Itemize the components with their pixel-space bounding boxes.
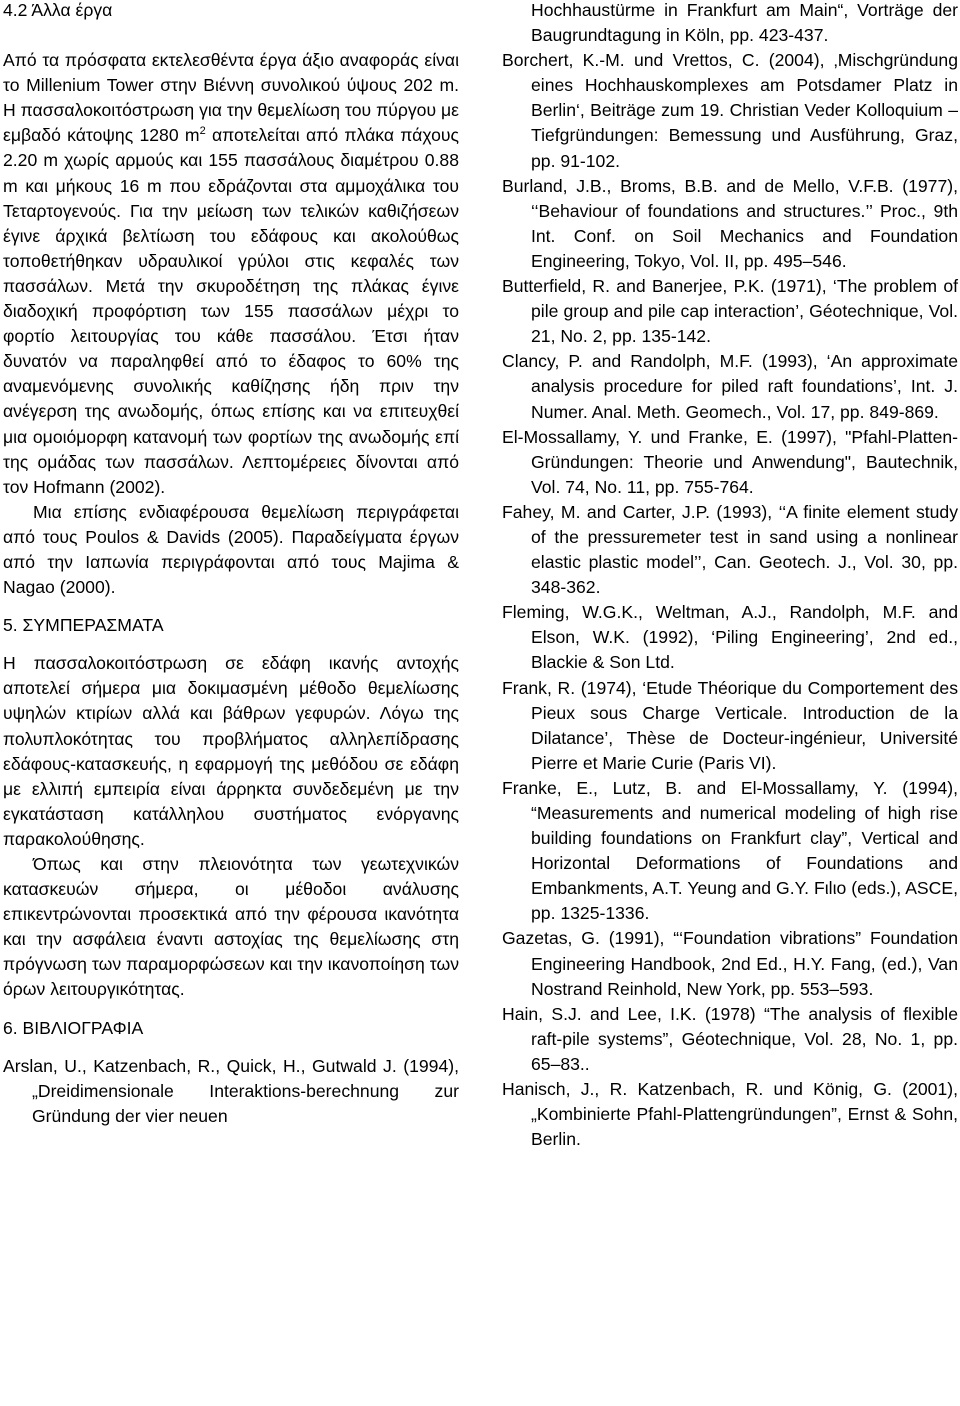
paragraph-other-examples: Μια επίσης ενδιαφέρουσα θεμελίωση περιγράφεται από τους Poulos & Davids (2005). Παραδείγματα έργων από την Ιαπωνία περιγράφονται από τους Majima & Nagao (2000). (3, 501, 459, 598)
paragraph-millenium-tower (3, 48, 459, 500)
section-heading-4-2: 4.2 Άλλα έργα (3, 0, 113, 20)
reference-burland: Burland, J.B., Broms, B.B. and de Mello, V.F.B. (1977), ‘‘Behaviour of foundations and structures.’’ Proc., 9th Int. Conf. on Soil Mechanics and Foundation Engineering, Tokyo, Vol. II, pp. 495–546. (502, 175, 958, 271)
reference-clancy: Clancy, P. and Randolph, M.F. (1993), ‘An approximate analysis procedure for piled raft foundations’, Int. J. Numer. Anal. Meth. Geomech., Vol. 17, pp. 849-869. (502, 351, 958, 422)
paragraph-millenium-tower-text: Από τα πρόσφατα εκτελεσθέντα έργα άξιο αναφοράς είναι το Millenium Tower στην Βιέννη συνολικού ύψους 202 m. Η πασσαλοκοιτόστρωση για την θεμελίωση του πύργου με εμβαδό κάτοψης 1280 m (3, 50, 459, 146)
paragraph-millenium-tower-rest: αποτελείται από πλάκα πάχους 2.20 m χωρίς αρμούς και 155 πασσάλους διαμέτρου 0.88 m και μήκους 16 m που εδράζονται στα αμμοχάλικα του Τεταρτογενούς. Για την μείωση των τελικών καθιζήσεων έγινε άρχικά βελτίωση του εδάφους και ακολούθως τοποθετήθηκαν υδραυλικοί γρύλοι στις κεφαλές των πασσάλων. Μετά την σκυροδέτηση της πλάκας έγινε διαδοχική προφόρτιση των 155 πασσάλων μέχρι το φορτίο λειτουργίας του κάθε πασσάλου. Έτσι ήταν δυνατόν να παραληφθεί από το έδαφος το 60% της αναμενόμενης συνολικής καθίζησης ήδη πριν την ανέγερση της ανωδομής, όπως επίσης και να επιτευχθεί μια ομοιόμορφη κατανομή των φορτίων της ανωδομής επί της ομάδας των πασσάλων. Λεπτομέρειες δίνονται από τον Hofmann (2002). (3, 125, 459, 497)
section-heading-conclusions: 5. ΣΥΜΠΕΡΑΣΜΑΤΑ (3, 615, 164, 636)
superscript-2: 2 (199, 125, 206, 138)
reference-borchert: Borchert, K.-M. und Vrettos, C. (2004), ‚Mischgründung eines Hochhauskomplexes am Potsdamer Platz in Berlin‘, Beiträge zum 19. Christian Veder Kolloquium – Tiefgründungen: Bemessung und Ausführung, Graz, pp. 91-102. (502, 50, 958, 171)
paragraph-conclusions-1: Η πασσαλοκοιτόστρωση σε εδάφη ικανής αντοχής αποτελεί σήμερα μια δοκιμασμένη μέθοδο θεμελίωσης υψηλών κτιρίων αλλά και βάθρων γεφυρών. Λόγω της πολυπλοκότητας του προβλήματος αλληλεπίδρασης εδάφους-κατασκευής, η εφαρμογή της μεθόδου σε εδάφη με ελλιπή εμπειρία είναι άρρηκτα συνδεδεμένη με την εγκατάσταση κατάλληλου συστήματος ενόργανης παρακολούθησης. (3, 653, 459, 849)
right-column (502, 0, 958, 1152)
reference-butterfield: Butterfield, R. and Banerjee, P.K. (1971), ‘The problem of pile group and pile cap interaction’, Géotechnique, Vol. 21, No. 2, pp. 135-142. (502, 276, 958, 347)
reference-arslan-continued: Hochhaustürme in Frankfurt am Main“, Vorträge der Baugrundtagung in Köln, pp. 423-437. (531, 0, 958, 46)
reference-hain: Hain, S.J. and Lee, I.K. (1978) “The analysis of flexible raft-pile systems”, Géotechnique, Vol. 28, No. 1, pp. 65–83.. (502, 1003, 958, 1074)
reference-arslan: Arslan, U., Katzenbach, R., Quick, H., Gutwald J. (1994), „Dreidimensionale Interaktions-berechnung zur Gründung der vier neuen (3, 1055, 459, 1126)
left-column (3, 0, 459, 1129)
reference-frank: Frank, R. (1974), ‘Etude Théorique du Comportement des Pieux sous Charge Verticale. Introduction de la Dilatance’, Thèse de Docteur-ingénieur, Université Pierre et Marie Curie (Paris VI). (502, 677, 958, 773)
reference-gazetas: Gazetas, G. (1991), “‘Foundation vibrations” Foundation Engineering Handbook, 2nd Ed., H.Y. Fang, (ed.), Van Nostrand Reinhold, New York, pp. 553–593. (502, 928, 958, 999)
reference-franke: Franke, E., Lutz, B. and El-Mossallamy, Y. (1994), “Measurements and numerical modeling of high rise building foundations on Frankfurt clay”, Vertical and Horizontal Deformations of Foundations and Embankments, A.T. Yeung and G.Y. Fιlιo (eds.), ASCE, pp. 1325-1336. (502, 777, 958, 924)
section-heading-bibliography: 6. ΒΙΒΛΙΟΓΡΑΦΙΑ (3, 1017, 144, 1038)
paragraph-conclusions-2: Όπως και στην πλειονότητα των γεωτεχνικών κατασκευών σήμερα, οι μέθοδοι ανάλυσης επικεντρώνονται προσεκτικά από την φέρουσα ικανότητα και την ασφάλεια έναντι αστοχίας της θεμελίωσης στη πρόγνωση των παραμορφώσεων και την ικανοποίηση των όρων λειτουργικότητας. (3, 854, 459, 1000)
reference-fleming: Fleming, W.G.K., Weltman, A.J., Randolph, M.F. and Elson, W.K. (1992), ‘Piling Engineering’, 2nd ed., Blackie & Son Ltd. (502, 602, 958, 673)
reference-hanisch: Hanisch, J., R. Katzenbach, R. und König, G. (2001), „Kombinierte Pfahl-Plattengründungen”, Ernst & Sohn, Berlin. (502, 1079, 958, 1150)
reference-fahey: Fahey, M. and Carter, J.P. (1993), ‘‘A finite element study of the pressuremeter test in sand using a nonlinear elastic plastic model’’, Can. Geotech. J., Vol. 30, pp. 348-362. (502, 501, 958, 598)
reference-el-mossallamy: El-Mossallamy, Y. und Franke, E. (1997), "Pfahl-Platten-Gründungen: Theorie und Anwendung", Bautechnik, Vol. 74, No. 11, pp. 755-764. (502, 426, 958, 497)
